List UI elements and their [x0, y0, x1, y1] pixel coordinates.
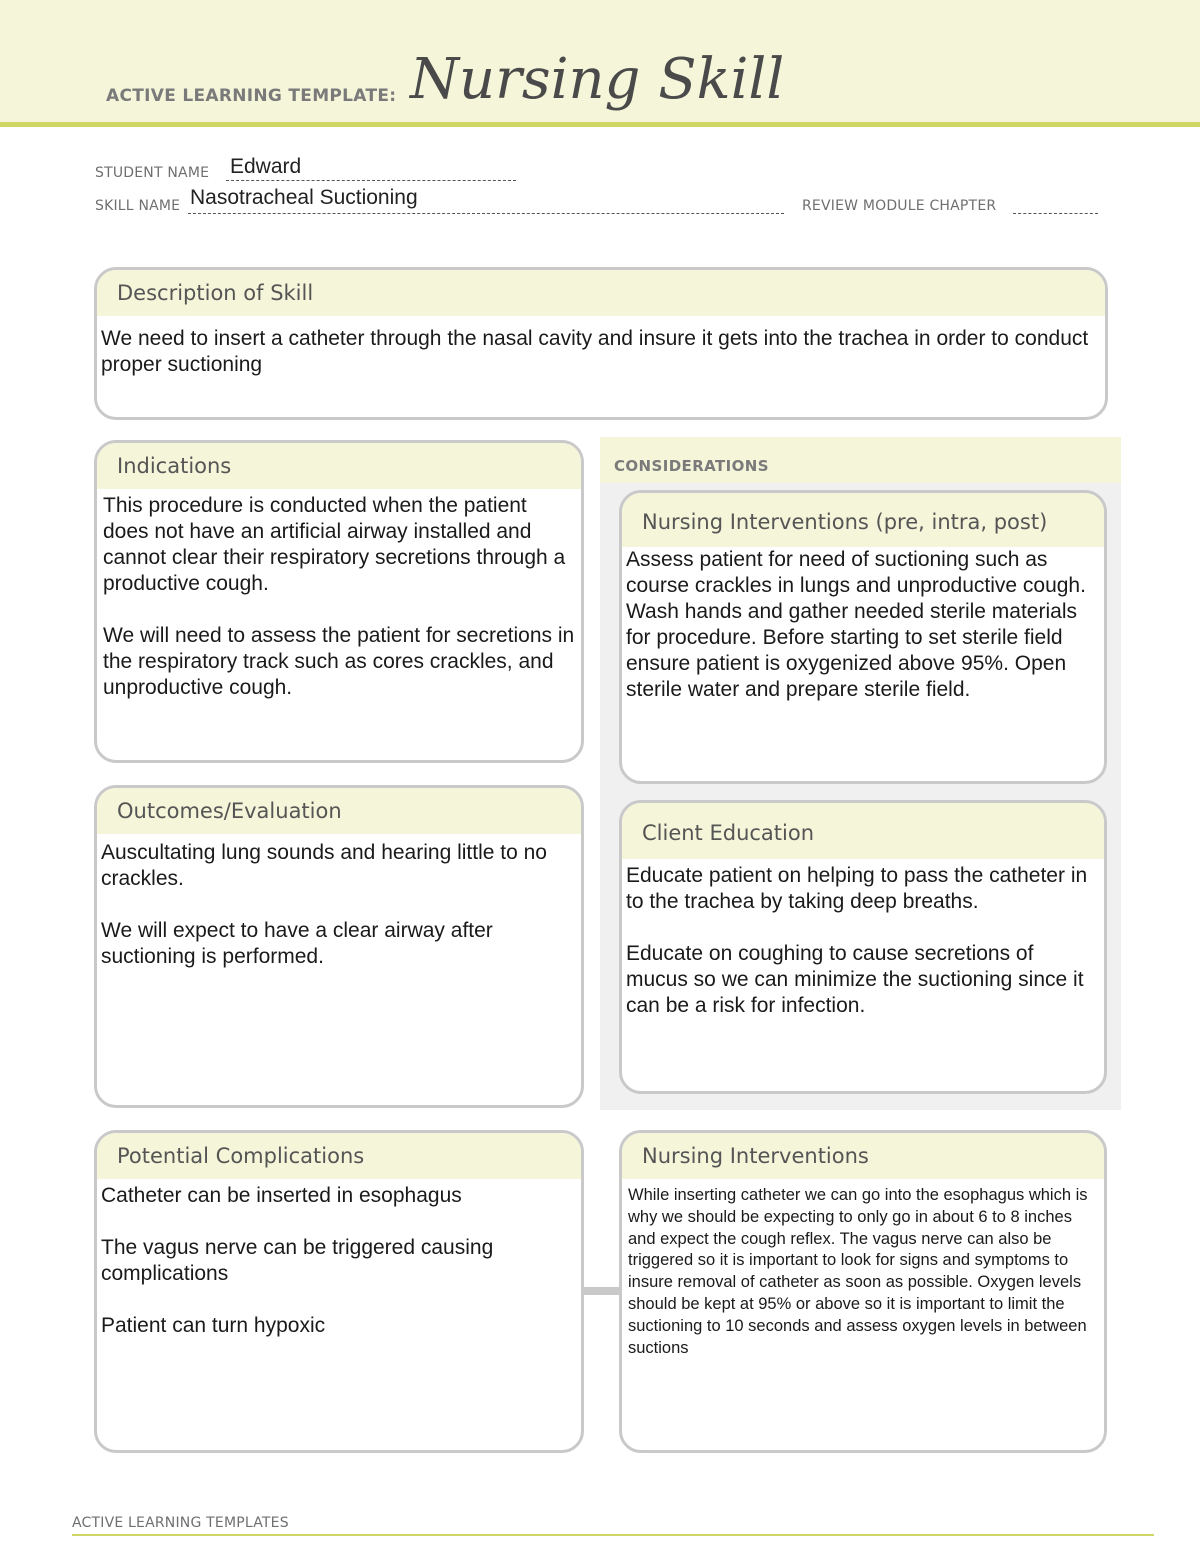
connector-bar — [582, 1287, 622, 1295]
page-title: Nursing Skill — [410, 47, 785, 112]
footer-label: ACTIVE LEARNING TEMPLATES — [72, 1515, 289, 1531]
client-education-box — [619, 800, 1107, 1094]
client-education-paragraph: Educate on coughing to cause secretions of mucus so we can minimize the suctioning since it can be a risk for infection. — [626, 942, 1084, 1017]
skill-name-field[interactable]: Nasotracheal Suctioning — [190, 186, 418, 209]
complication-interventions-text[interactable]: While inserting catheter we can go into the esophagus which is why we should be expecting to only go in about 6 to 8 inches and expect the cough reflex. The vagus nerve can also be triggered so it is important to look for signs and symptoms to insure removal of catheter as soon as possible. Oxygen levels should be kept at 95% or above so it is important to limit the suctioning to 10 seconds and assess oxygen levels in between suctions — [628, 1186, 1088, 1357]
student-name-field[interactable]: Edward — [230, 155, 302, 178]
outcomes-paragraph: Auscultating lung sounds and hearing little to no crackles. — [101, 841, 547, 890]
description-text[interactable]: We need to insert a catheter through the nasal cavity and insure it gets into the trachea in order to conduct proper suctioning — [101, 327, 1089, 376]
description-title: Description of Skill — [97, 270, 1105, 316]
nursing-interventions-text[interactable]: Assess patient for need of suctioning such as course crackles in lungs and unproductive cough. Wash hands and gather needed sterile materials for procedure. Before starting to set sterile field ensure patient is oxygenized above 95%. Open sterile water and prepare sterile field. — [626, 548, 1086, 701]
footer-divider — [72, 1534, 1154, 1536]
skill-name-underline — [188, 212, 784, 214]
client-education-paragraph: Educate patient on helping to pass the catheter in to the trachea by taking deep breaths. — [626, 864, 1088, 913]
indications-text[interactable] — [97, 489, 581, 701]
template-label: ACTIVE LEARNING TEMPLATE: — [106, 86, 397, 106]
complication-interventions-title: Nursing Interventions — [622, 1133, 1104, 1179]
complications-box — [94, 1130, 584, 1453]
nursing-interventions-box — [619, 490, 1107, 784]
complications-paragraph: Patient can turn hypoxic — [101, 1314, 326, 1337]
skill-name-label: SKILL NAME — [95, 198, 181, 214]
outcomes-text[interactable] — [97, 834, 581, 970]
review-module-field[interactable] — [1013, 212, 1098, 214]
complications-text[interactable] — [97, 1179, 581, 1339]
client-education-title: Client Education — [622, 803, 1104, 859]
indications-title: Indications — [97, 443, 581, 489]
complications-paragraph: The vagus nerve can be triggered causing complications — [101, 1236, 494, 1285]
nursing-interventions-title: Nursing Interventions (pre, intra, post) — [622, 493, 1104, 547]
student-name-label: STUDENT NAME — [95, 165, 210, 181]
indications-box — [94, 440, 584, 763]
outcomes-box — [94, 785, 584, 1108]
complications-title: Potential Complications — [97, 1133, 581, 1179]
header-divider — [0, 122, 1200, 127]
considerations-label: CONSIDERATIONS — [614, 457, 769, 475]
outcomes-paragraph: We will expect to have a clear airway after suctioning is performed. — [101, 919, 493, 968]
indications-paragraph: We will need to assess the patient for secretions in the respiratory track such as cores crackles, and unproductive cough. — [103, 624, 575, 699]
description-box — [94, 267, 1108, 420]
complications-paragraph: Catheter can be inserted in esophagus — [101, 1184, 462, 1207]
outcomes-title: Outcomes/Evaluation — [97, 788, 581, 834]
client-education-text[interactable] — [622, 859, 1104, 1019]
indications-paragraph: This procedure is conducted when the patient does not have an artificial airway installed and cannot clear their respiratory secretions through a productive cough. — [103, 494, 566, 595]
student-name-underline — [226, 179, 516, 181]
complication-interventions-box — [619, 1130, 1107, 1453]
review-module-label: REVIEW MODULE CHAPTER — [802, 198, 997, 214]
